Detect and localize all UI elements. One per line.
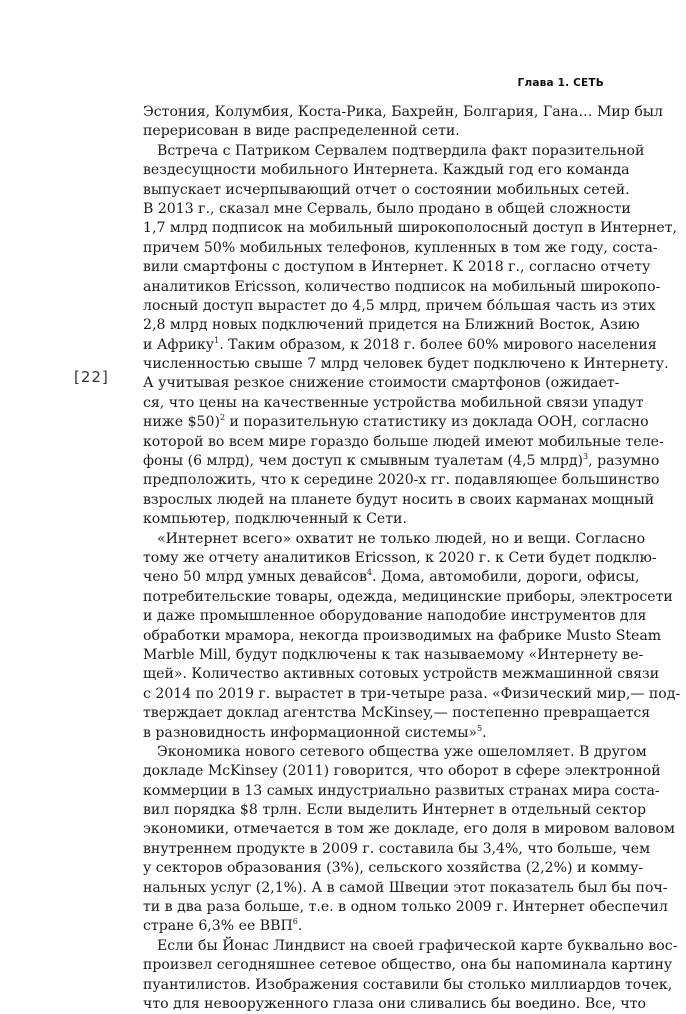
text-line: в разновидность информационной системы»$^5$.	[143, 723, 487, 741]
paragraph	[143, 103, 663, 142]
text-line: выпускает исчерпывающий отчет о состоянии мобильных сетей.	[143, 181, 630, 198]
text-line: вездесущности мобильного Интернета. Каждый год его команда	[143, 162, 630, 179]
text-line: тому же отчету аналитиков Ericsson, к 2020 г. к Сети будет подклю-	[143, 549, 657, 566]
text-line: В 2013 г., сказал мне Серваль, было продано в общей сложности	[143, 200, 631, 217]
text-line: лосный доступ вырастет до 4,5 млрд, причем бóльшая часть из этих	[143, 297, 656, 314]
text-line: предположить, что к середине 2020-х гг. подавляющее большинство	[143, 472, 660, 489]
text-line: 2,8 млрд новых подключений придется на Ближний Восток, Азию	[143, 317, 640, 334]
text-line: взрослых людей на планете будут носить в своих карманах мощный	[143, 491, 655, 508]
text-line: компьютер, подключенный к Сети.	[143, 511, 407, 528]
text-line: численностью свыше 7 млрд человек будет подключено к Интернету.	[143, 356, 669, 373]
text-line: потребительские товары, одежда, медицинские приборы, электросети	[143, 588, 673, 605]
text-line: нальных услуг (2,1%). А в самой Швеции этот показатель был бы поч-	[143, 879, 668, 896]
text-line: внутреннем продукте в 2009 г. составила бы 3,4%, что больше, чем	[143, 840, 651, 857]
footnote-marker: 6	[292, 917, 298, 927]
text-line: экономики, отмечается в том же докладе, его доля в мировом валовом	[143, 821, 675, 838]
text-line: у секторов образования (3%), сельского хозяйства (2,2%) и комму-	[143, 860, 644, 877]
text-line: чено 50 млрд умных девайсов$^4$. Дома, автомобили, дороги, офисы,	[143, 568, 640, 586]
text-line: Встреча с Патриком Сервалем подтвердила факт поразительной	[157, 142, 645, 159]
text-line: ся, что цены на качественные устройства мобильной связи упадут	[143, 394, 644, 411]
text-line: произвел сегодняшнее сетевое общество, она бы напоминала картину	[143, 957, 673, 974]
text-line: «Интернет всего» охватит не только людей, но и вещи. Согласно	[157, 530, 646, 547]
text-line: коммерции в 13 самых индустриально развитых странах мира соста-	[143, 782, 660, 799]
text-line: аналитиков Ericsson, количество подписок на мобильный широкопо-	[143, 278, 661, 295]
footnote-marker: 1	[214, 335, 220, 345]
paragraph	[143, 743, 675, 937]
text-line: с 2014 по 2019 г. вырастет в три-четыре раза. «Физический мир,— под-	[143, 685, 681, 702]
text-line: щей». Количество активных сотовых устройств межмашинной связи	[143, 666, 660, 683]
body-text	[143, 103, 681, 1014]
paragraph	[143, 530, 681, 743]
footnote-marker: 5	[477, 723, 483, 733]
text-line: фоны (6 млрд), чем доступ к смывным туалетам (4,5 млрд)$^3$, разумно	[143, 452, 660, 470]
text-line: которой во всем мире гораздо больше людей имеют мобильные теле-	[143, 433, 664, 450]
text-line: вили смартфоны с доступом в Интернет. К 2018 г., согласно отчету	[143, 259, 651, 276]
text-line: стране 6,3% ее ВВП$^6$.	[143, 917, 303, 935]
text-line: ти в два раза больше, т.е. в одном только 2009 г. Интернет обеспечил	[143, 899, 668, 916]
paragraph	[143, 937, 678, 1014]
text-line: и Африку$^1$. Таким образом, к 2018 г. более 60% мирового населения	[143, 335, 657, 353]
text-line: обработки мрамора, некогда производимых на фабрике Musto Steam	[143, 627, 662, 644]
footnote-marker: 4	[366, 568, 372, 578]
text-line: и даже промышленное оборудование наподобие инструментов для	[143, 608, 647, 625]
text-line: Экономика нового сетевого общества уже ошеломляет. В другом	[157, 743, 647, 760]
paragraph	[143, 142, 677, 530]
text-line: что для невооруженного глаза они сливались бы воедино. Все, что	[143, 995, 646, 1012]
footnote-marker: 2	[219, 413, 226, 423]
running-head: Глава 1. СЕТЬ	[517, 77, 604, 89]
text-line: перерисован в виде распределенной сети.	[143, 123, 460, 140]
text-line: Если бы Йонас Линдвист на своей графической карте буквально вос-	[157, 937, 678, 954]
text-line: причем 50% мобильных телефонов, купленных в том же году, соста-	[143, 239, 658, 256]
text-line: докладе McKinsey (2011) говорится, что оборот в сфере электронной	[143, 763, 661, 780]
footnote-marker: 3	[583, 452, 589, 462]
page-number: [22]	[74, 368, 109, 386]
text-line: 1,7 млрд подписок на мобильный широкополосный доступ в Интернет,	[143, 220, 677, 237]
text-line: Marble Mill, будут подключены к так называемому «Интернету ве-	[143, 646, 644, 663]
text-line: Эстония, Колумбия, Коста-Рика, Бахрейн, Болгария, Гана… Мир был	[143, 104, 663, 120]
text-line: тверждает доклад агентства McKinsey,— постепенно превращается	[143, 705, 651, 722]
text-line: А учитывая резкое снижение стоимости смартфонов (ожидает-	[143, 375, 620, 392]
text-line: ниже $50)$^2$ и поразительную статистику из доклада ООН, согласно	[143, 413, 649, 431]
text-line: вил порядка $8 трлн. Если выделить Интернет в отдельный сектор	[143, 802, 646, 819]
text-line: пуантилистов. Изображения составили бы столько миллиардов точек,	[143, 976, 673, 993]
